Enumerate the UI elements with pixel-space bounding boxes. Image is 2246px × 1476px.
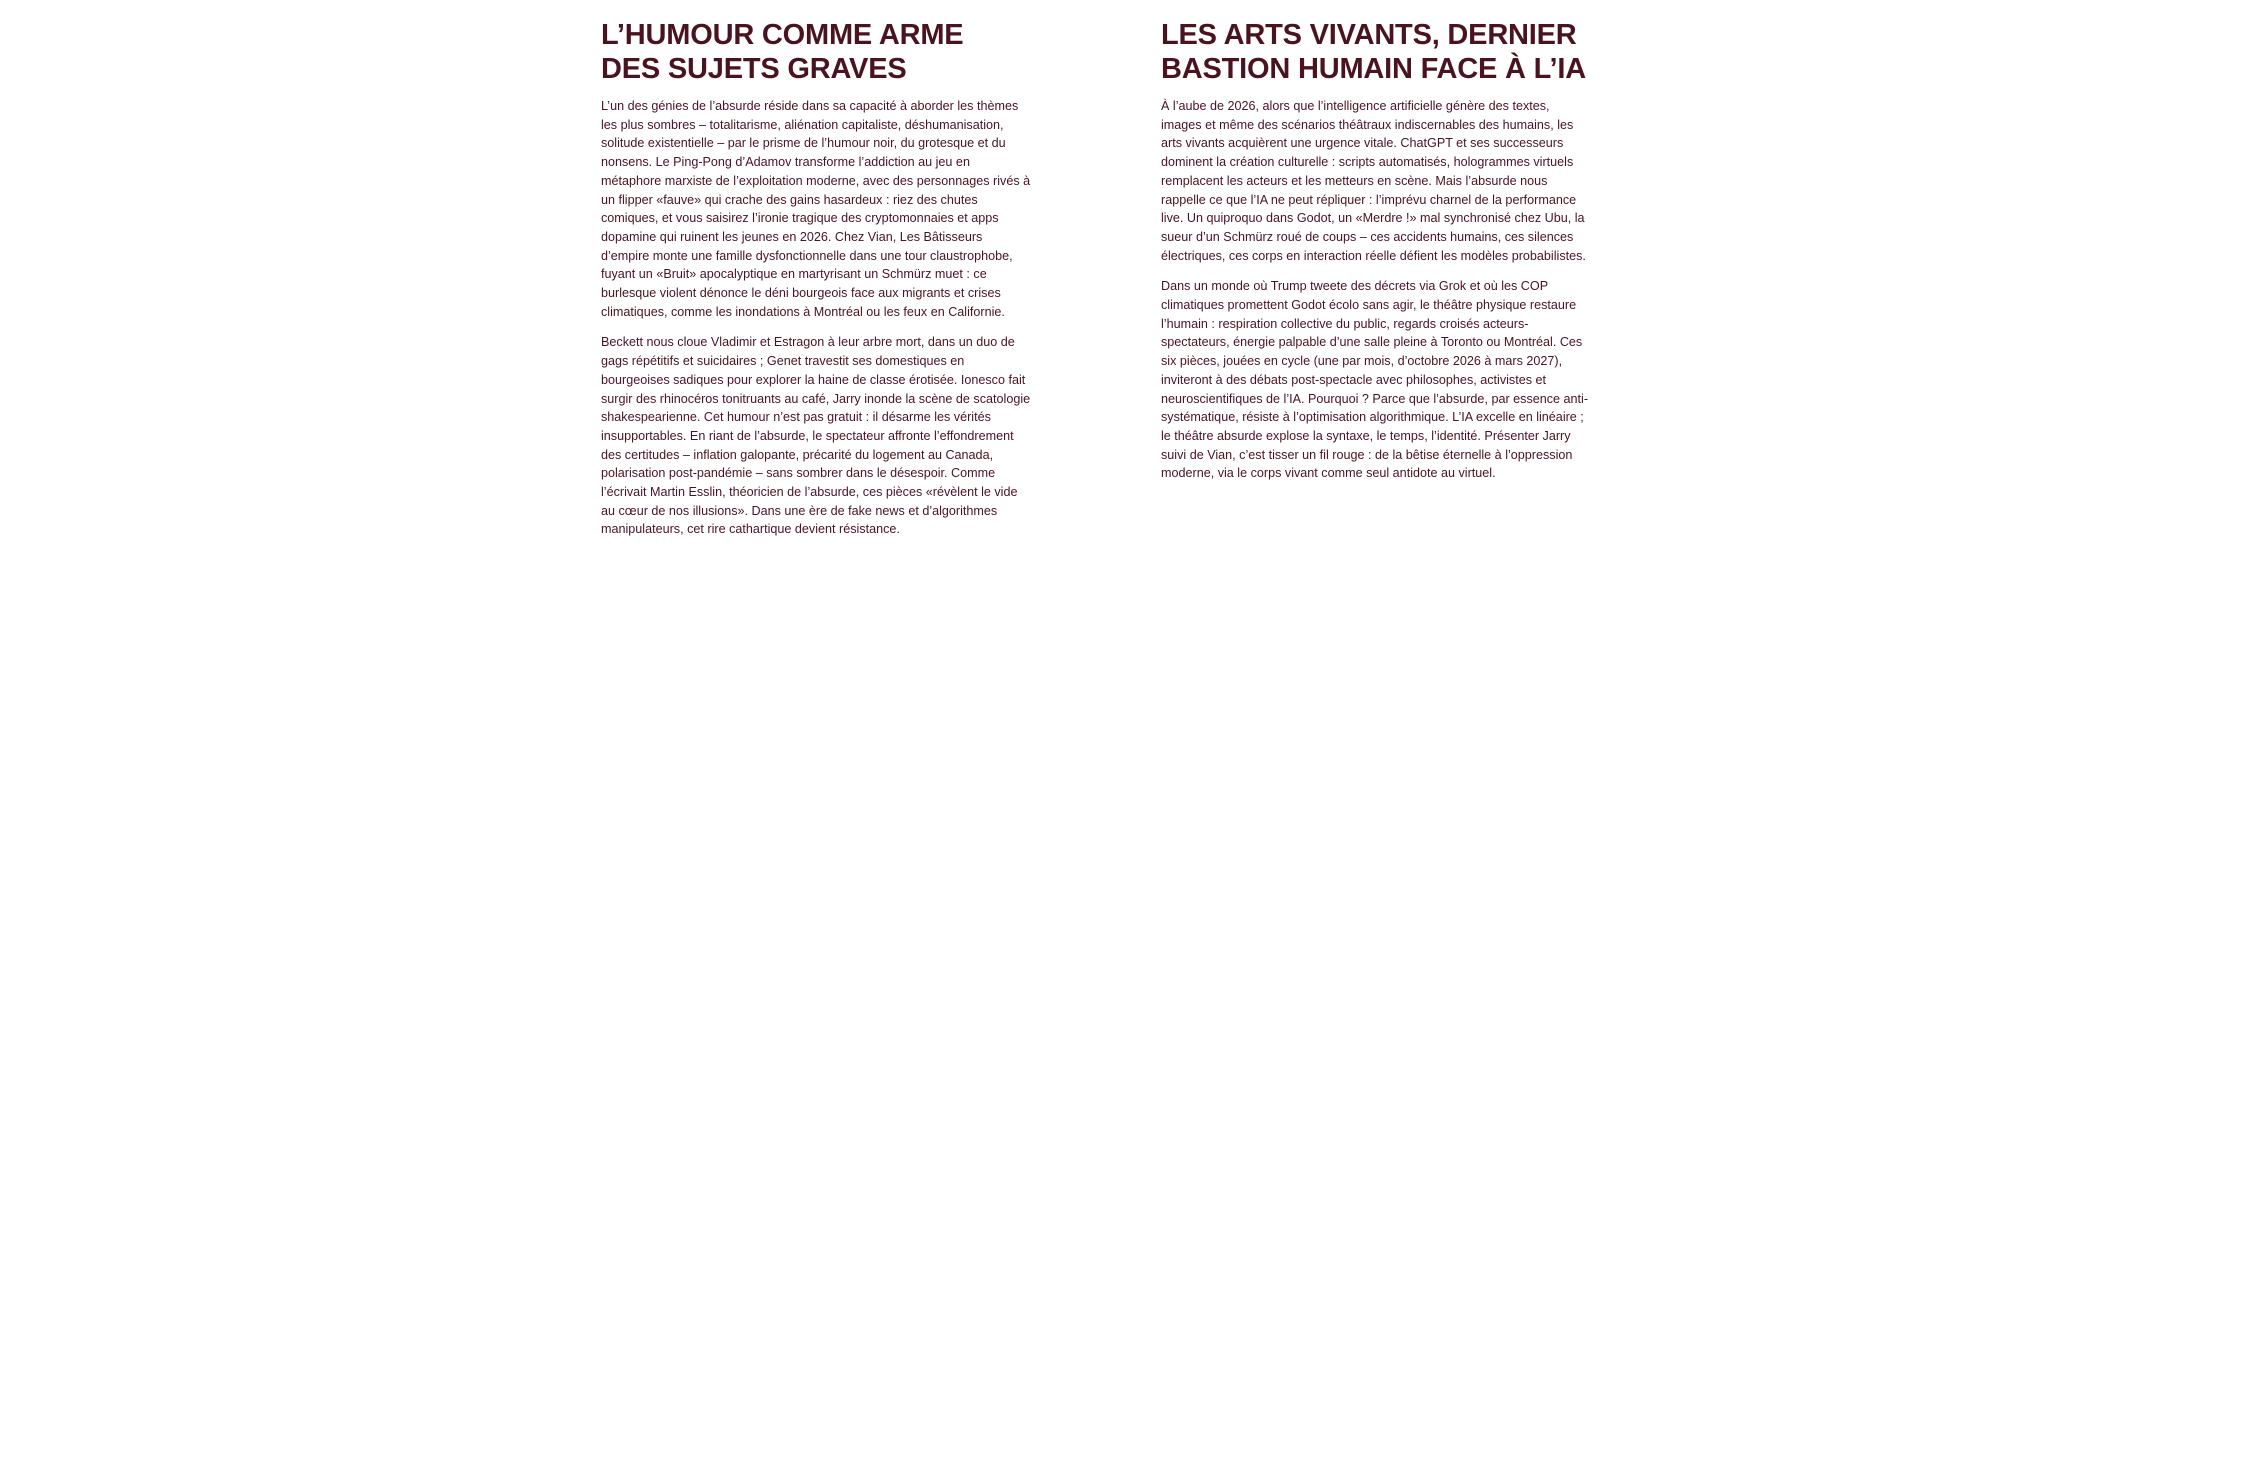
right-column-heading: LES ARTS VIVANTS, DERNIER BASTION HUMAIN FACE À L’IA <box>1161 19 1586 85</box>
right-column-paragraph-2: Dans un monde où Trump tweete des décrets via Grok et où les COP climatiques promettent Godot écolo sans agir, le théâtre physique restaure l’humain : respiration collective du public, regards croisés acteurs-spectateurs, énergie palpable d’une salle pleine à Toronto ou Montréal. Ces six pièces, jouées en cycle (une par mois, d’octobre 2026 à mars 2027), inviteront à des débats post-spectacle avec philosophes, activistes et neuroscientifiques de l’IA. Pourquoi ? Parce que l’absurde, par essence anti-systématique, résiste à l’optimisation algorithmique. L’IA excelle en linéaire ; le théâtre absurde explose la syntaxe, le temps, l’identité. Présenter Jarry suivi de Vian, c’est tisser un fil rouge : de la bêtise éternelle à l’oppression moderne, via le corps vivant comme seul antidote au virtuel. <box>1161 279 1589 481</box>
left-column-heading: L’HUMOUR COMME ARME DES SUJETS GRAVES <box>601 19 964 85</box>
left-column <box>601 18 1031 551</box>
left-column-paragraph-2: Beckett nous cloue Vladimir et Estragon à leur arbre mort, dans un duo de gags répétitifs et suicidaires ; Genet travestit ses domestiques en bourgeoises sadiques pour explorer la haine de classe érotisée. Ionesco fait surgir des rhinocéros tonitruants au café, Jarry inonde la scène de scatologie shakespearienne. Cet humour n’est pas gratuit : il désarme les vérités insupportables. En riant de l’absurde, le spectateur affronte l’effondrement des certitudes – inflation galopante, précarité du logement au Canada, polarisation post-pandémie – sans sombrer dans le désespoir. Comme l’écrivait Martin Esslin, théoricien de l’absurde, ces pièces «révèlent le vide au cœur de nos illusions». Dans une ère de fake news et d’algorithmes manipulateurs, cet rire cathartique devient résistance. <box>601 335 1031 537</box>
left-column-paragraph-1: L’un des génies de l’absurde réside dans sa capacité à aborder les thèmes les plus sombres – totalitarisme, aliénation capitaliste, déshumanisation, solitude existentielle – par le prisme de l’humour noir, du grotesque et du nonsens. Le Ping-Pong d’Adamov transforme l’addiction au jeu en métaphore marxiste de l’exploitation moderne, avec des personnages rivés à un flipper «fauve» qui crache des gains hasardeux : riez des chutes comiques, et vous saisirez l’ironie tragique des cryptomonnaies et apps dopamine qui ruinent les jeunes en 2026. Chez Vian, Les Bâtisseurs d’empire monte une famille dysfonctionnelle dans une tour claustrophobe, fuyant un «Bruit» apocalyptique en martyrisant un Schmürz muet : ce burlesque violent dénonce le déni bourgeois face aux migrants et crises climatiques, comme les inondations à Montréal ou les feux en Californie. <box>601 99 1031 319</box>
right-column <box>1161 18 1591 495</box>
right-column-paragraph-1: À l’aube de 2026, alors que l’intelligence artificielle génère des textes, images et même des scénarios théâtraux indiscernables des humains, les arts vivants acquièrent une urgence vitale. ChatGPT et ses successeurs dominent la création culturelle : scripts automatisés, hologrammes virtuels remplacent les acteurs et les metteurs en scène. Mais l’absurde nous rappelle ce que l’IA ne peut répliquer : l’imprévu charnel de la performance live. Un quiproquo dans Godot, un «Merdre !» mal synchronisé chez Ubu, la sueur d’un Schmürz roué de coups – ces accidents humains, ces silences électriques, ces corps en interaction réelle défient les modèles probabilistes. <box>1161 99 1586 263</box>
